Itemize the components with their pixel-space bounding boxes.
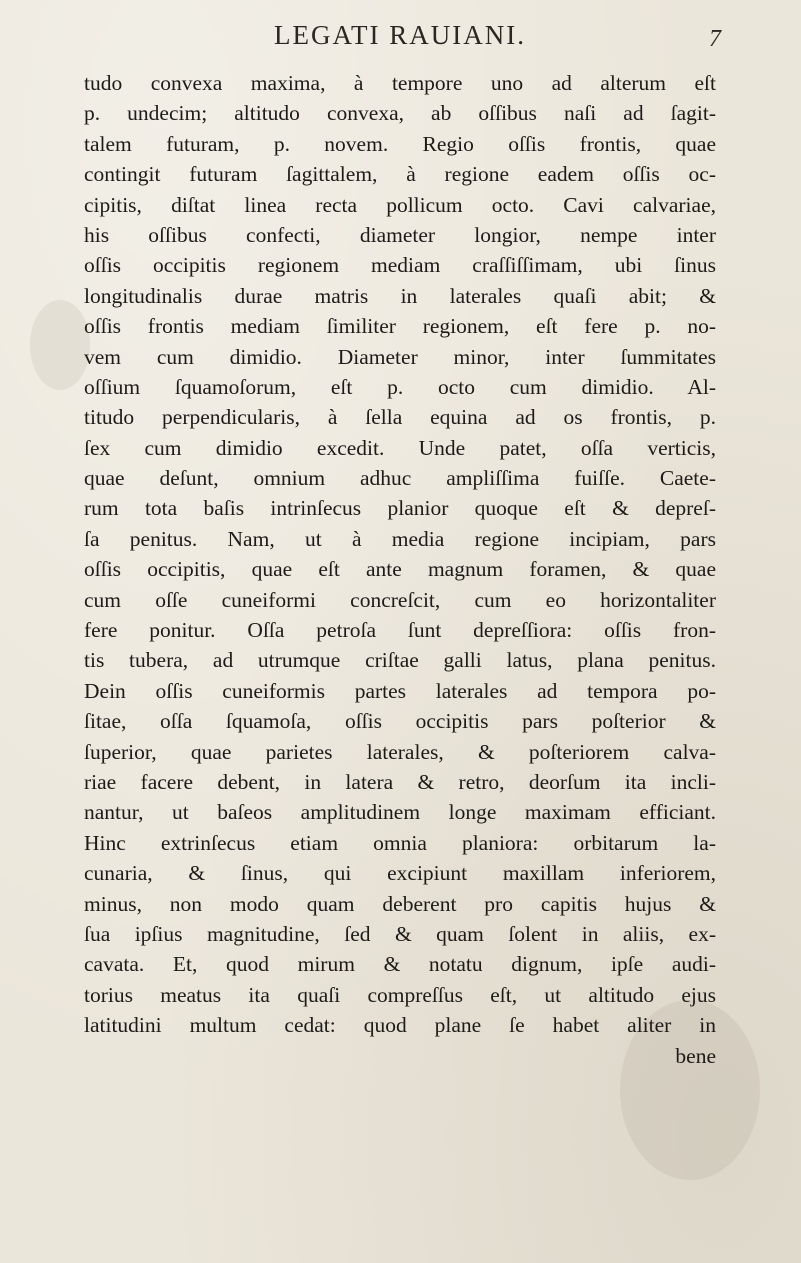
page-number: 7 xyxy=(709,26,721,52)
page-header xyxy=(0,20,801,60)
text-line: his oſſibus confecti, diameter longior, nempe inter xyxy=(84,222,716,247)
text-line: rum tota baſis intrinſecus planior quoque eſt & depreſ- xyxy=(84,496,716,521)
text-line: torius meatus ita quaſi compreſſus eſt, ut altitudo ejus xyxy=(84,982,716,1007)
text-line: nantur, ut baſeos amplitudinem longe maximam efficiant. xyxy=(84,800,716,825)
text-line: longitudinalis durae matris in laterales quaſi abit; & xyxy=(84,283,716,308)
text-line: ſitae, oſſa ſquamoſa, oſſis occipitis pars poſterior & xyxy=(84,709,716,734)
text-line: cum oſſe cuneiformi concreſcit, cum eo horizontaliter xyxy=(84,587,716,612)
text-line: ſua ipſius magnitudine, ſed & quam ſolent in aliis, ex- xyxy=(84,921,716,946)
text-line: quae deſunt, omnium adhuc ampliſſima fuiſſe. Caete- xyxy=(84,466,716,491)
running-head: LEGATI RAUIANI. xyxy=(274,20,526,50)
text-line: oſſis occipitis regionem mediam craſſiſſimam, ubi ſinus xyxy=(84,253,716,278)
text-line: cavata. Et, quod mirum & notatu dignum, ipſe audi- xyxy=(84,952,716,977)
text-line: Dein oſſis cuneiformis partes laterales ad tempora po- xyxy=(84,678,716,703)
text-line: oſſium ſquamoſorum, eſt p. octo cum dimidio. Al- xyxy=(84,374,716,399)
text-line: ſa penitus. Nam, ut à media regione incipiam, pars xyxy=(84,526,716,551)
paper-stain xyxy=(30,300,90,390)
text-line: oſſis occipitis, quae eſt ante magnum foramen, & quae xyxy=(84,557,716,582)
text-line: talem futuram, p. novem. Regio oſſis frontis, quae xyxy=(84,131,716,156)
text-line: p. undecim; altitudo convexa, ab oſſibus naſi ad ſagit- xyxy=(84,101,716,126)
text-line: oſſis frontis mediam ſimiliter regionem, eſt fere p. no- xyxy=(84,314,716,339)
text-line: ſex cum dimidio excedit. Unde patet, oſſa verticis, xyxy=(84,435,716,460)
body-text xyxy=(84,68,716,1071)
text-line: ſuperior, quae parietes laterales, & poſteriorem calva- xyxy=(84,739,716,764)
text-line: tis tubera, ad utrumque criſtae galli latus, plana penitus. xyxy=(84,648,716,673)
text-line: bene xyxy=(675,1043,716,1068)
text-line: riae facere debent, in latera & retro, deorſum ita incli- xyxy=(84,769,716,794)
text-line: latitudini multum cedat: quod plane ſe habet aliter in xyxy=(84,1013,716,1038)
text-line: fere ponitur. Oſſa petroſa ſunt depreſſiora: oſſis fron- xyxy=(84,618,716,643)
text-line: vem cum dimidio. Diameter minor, inter ſummitates xyxy=(84,344,716,369)
text-line: contingit futuram ſagittalem, à regione eadem oſſis oc- xyxy=(84,162,716,187)
text-line: titudo perpendicularis, à ſella equina ad os frontis, p. xyxy=(84,405,716,430)
text-line: minus, non modo quam deberent pro capitis hujus & xyxy=(84,891,716,916)
text-line: Hinc extrinſecus etiam omnia planiora: orbitarum la- xyxy=(84,830,716,855)
text-line: tudo convexa maxima, à tempore uno ad alterum eſt xyxy=(84,71,716,95)
text-line: cunaria, & ſinus, qui excipiunt maxillam inferiorem, xyxy=(84,861,716,886)
text-line: cipitis, diſtat linea recta pollicum octo. Cavi calvariae, xyxy=(84,192,716,217)
